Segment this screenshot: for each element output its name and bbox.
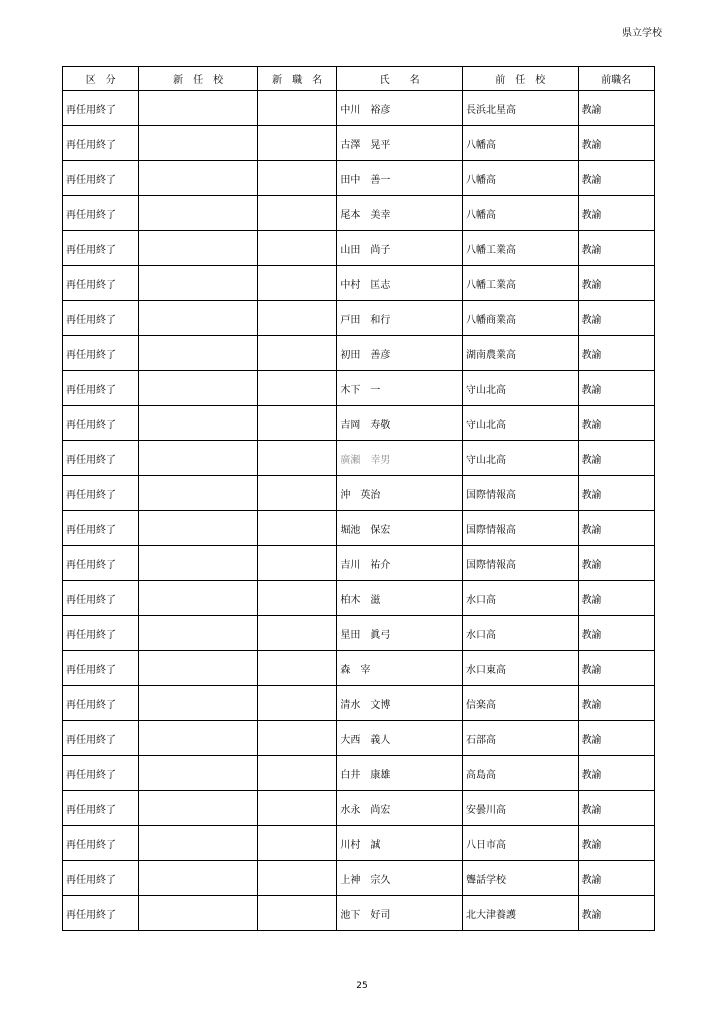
cell-new-school bbox=[139, 91, 258, 126]
cell-new-school bbox=[139, 581, 258, 616]
cell-previous-school: 国際情報高 bbox=[462, 476, 578, 511]
table-row bbox=[63, 861, 655, 896]
table-row bbox=[63, 196, 655, 231]
cell-previous-school: 信楽高 bbox=[462, 686, 578, 721]
cell-name: 田中 善一 bbox=[337, 161, 463, 196]
cell-new-position bbox=[257, 686, 336, 721]
table-row bbox=[63, 476, 655, 511]
cell-new-school bbox=[139, 511, 258, 546]
cell-category: 再任用終了 bbox=[63, 511, 139, 546]
cell-previous-position: 教諭 bbox=[578, 126, 654, 161]
table-row bbox=[63, 161, 655, 196]
table-row bbox=[63, 546, 655, 581]
cell-category: 再任用終了 bbox=[63, 861, 139, 896]
cell-previous-school: 石部高 bbox=[462, 721, 578, 756]
cell-new-school bbox=[139, 791, 258, 826]
cell-previous-school: 八幡工業高 bbox=[462, 266, 578, 301]
cell-name: 木下 一 bbox=[337, 371, 463, 406]
cell-new-school bbox=[139, 196, 258, 231]
cell-name: 沖 英治 bbox=[337, 476, 463, 511]
table-header-row bbox=[63, 67, 655, 91]
cell-category: 再任用終了 bbox=[63, 161, 139, 196]
cell-category: 再任用終了 bbox=[63, 826, 139, 861]
cell-category: 再任用終了 bbox=[63, 686, 139, 721]
cell-new-position bbox=[257, 651, 336, 686]
cell-previous-school: 八幡商業高 bbox=[462, 301, 578, 336]
cell-previous-position: 教諭 bbox=[578, 91, 654, 126]
cell-category: 再任用終了 bbox=[63, 651, 139, 686]
cell-new-school bbox=[139, 406, 258, 441]
cell-new-school bbox=[139, 826, 258, 861]
cell-category: 再任用終了 bbox=[63, 371, 139, 406]
cell-name: 川村 誠 bbox=[337, 826, 463, 861]
cell-name: 吉岡 寿敬 bbox=[337, 406, 463, 441]
cell-previous-school: 水口東高 bbox=[462, 651, 578, 686]
cell-category: 再任用終了 bbox=[63, 231, 139, 266]
cell-previous-school: 水口高 bbox=[462, 581, 578, 616]
cell-new-position bbox=[257, 511, 336, 546]
cell-category: 再任用終了 bbox=[63, 336, 139, 371]
cell-new-position bbox=[257, 231, 336, 266]
cell-name: 中川 裕彦 bbox=[337, 91, 463, 126]
cell-new-school bbox=[139, 161, 258, 196]
cell-new-school bbox=[139, 371, 258, 406]
cell-previous-position: 教諭 bbox=[578, 651, 654, 686]
column-header-category: 区 分 bbox=[63, 67, 139, 91]
cell-category: 再任用終了 bbox=[63, 196, 139, 231]
cell-new-position bbox=[257, 756, 336, 791]
cell-new-position bbox=[257, 196, 336, 231]
table-row bbox=[63, 616, 655, 651]
cell-category: 再任用終了 bbox=[63, 476, 139, 511]
cell-new-position bbox=[257, 546, 336, 581]
cell-new-position bbox=[257, 896, 336, 931]
cell-name: 廣瀬 幸男 bbox=[337, 441, 463, 476]
cell-name: 柏木 滋 bbox=[337, 581, 463, 616]
cell-category: 再任用終了 bbox=[63, 546, 139, 581]
cell-previous-school: 守山北高 bbox=[462, 371, 578, 406]
cell-name: 中村 匡志 bbox=[337, 266, 463, 301]
cell-new-position bbox=[257, 126, 336, 161]
cell-new-position bbox=[257, 161, 336, 196]
cell-previous-school: 八幡高 bbox=[462, 196, 578, 231]
cell-new-position bbox=[257, 301, 336, 336]
column-header-name: 氏 名 bbox=[337, 67, 463, 91]
cell-category: 再任用終了 bbox=[63, 791, 139, 826]
cell-new-position bbox=[257, 476, 336, 511]
cell-previous-position: 教諭 bbox=[578, 231, 654, 266]
column-header-new-school: 新 任 校 bbox=[139, 67, 258, 91]
cell-new-school bbox=[139, 686, 258, 721]
cell-new-school bbox=[139, 756, 258, 791]
cell-previous-position: 教諭 bbox=[578, 301, 654, 336]
table-row bbox=[63, 91, 655, 126]
cell-previous-position: 教諭 bbox=[578, 161, 654, 196]
cell-category: 再任用終了 bbox=[63, 721, 139, 756]
cell-name: 初田 善彦 bbox=[337, 336, 463, 371]
cell-previous-position: 教諭 bbox=[578, 266, 654, 301]
table-row bbox=[63, 336, 655, 371]
cell-category: 再任用終了 bbox=[63, 126, 139, 161]
personnel-table bbox=[62, 66, 655, 931]
cell-previous-position: 教諭 bbox=[578, 371, 654, 406]
cell-new-school bbox=[139, 336, 258, 371]
page-header-category: 県立学校 bbox=[622, 28, 662, 39]
cell-name: 堀池 保宏 bbox=[337, 511, 463, 546]
table-row bbox=[63, 126, 655, 161]
table-row bbox=[63, 266, 655, 301]
cell-category: 再任用終了 bbox=[63, 896, 139, 931]
cell-new-position bbox=[257, 581, 336, 616]
cell-name: 大西 義人 bbox=[337, 721, 463, 756]
cell-new-school bbox=[139, 231, 258, 266]
table-body bbox=[63, 91, 655, 931]
cell-previous-school: 安曇川高 bbox=[462, 791, 578, 826]
cell-previous-position: 教諭 bbox=[578, 721, 654, 756]
table-row bbox=[63, 511, 655, 546]
cell-previous-school: 八幡高 bbox=[462, 161, 578, 196]
cell-previous-position: 教諭 bbox=[578, 546, 654, 581]
cell-new-school bbox=[139, 301, 258, 336]
cell-previous-position: 教諭 bbox=[578, 511, 654, 546]
cell-previous-position: 教諭 bbox=[578, 826, 654, 861]
cell-name: 吉川 祐介 bbox=[337, 546, 463, 581]
cell-previous-position: 教諭 bbox=[578, 581, 654, 616]
cell-previous-school: 聾話学校 bbox=[462, 861, 578, 896]
table-row bbox=[63, 686, 655, 721]
cell-category: 再任用終了 bbox=[63, 266, 139, 301]
cell-category: 再任用終了 bbox=[63, 441, 139, 476]
cell-previous-school: 国際情報高 bbox=[462, 511, 578, 546]
cell-previous-school: 守山北高 bbox=[462, 406, 578, 441]
cell-new-position bbox=[257, 406, 336, 441]
cell-new-school bbox=[139, 441, 258, 476]
cell-category: 再任用終了 bbox=[63, 406, 139, 441]
cell-category: 再任用終了 bbox=[63, 616, 139, 651]
cell-name: 白井 康雄 bbox=[337, 756, 463, 791]
table-row bbox=[63, 826, 655, 861]
cell-name: 上神 宗久 bbox=[337, 861, 463, 896]
cell-previous-school: 高島高 bbox=[462, 756, 578, 791]
cell-previous-position: 教諭 bbox=[578, 791, 654, 826]
cell-name: 星田 眞弓 bbox=[337, 616, 463, 651]
cell-previous-position: 教諭 bbox=[578, 686, 654, 721]
cell-name: 森 宰 bbox=[337, 651, 463, 686]
cell-previous-position: 教諭 bbox=[578, 441, 654, 476]
cell-previous-position: 教諭 bbox=[578, 476, 654, 511]
cell-new-school bbox=[139, 546, 258, 581]
cell-name: 清水 文博 bbox=[337, 686, 463, 721]
cell-previous-school: 守山北高 bbox=[462, 441, 578, 476]
cell-name: 古澤 晃平 bbox=[337, 126, 463, 161]
cell-new-position bbox=[257, 441, 336, 476]
cell-previous-school: 北大津養護 bbox=[462, 896, 578, 931]
cell-name: 尾本 美幸 bbox=[337, 196, 463, 231]
cell-previous-school: 水口高 bbox=[462, 616, 578, 651]
cell-new-school bbox=[139, 651, 258, 686]
cell-new-position bbox=[257, 266, 336, 301]
table-row bbox=[63, 651, 655, 686]
cell-previous-position: 教諭 bbox=[578, 616, 654, 651]
cell-category: 再任用終了 bbox=[63, 91, 139, 126]
table-row bbox=[63, 791, 655, 826]
cell-new-school bbox=[139, 721, 258, 756]
table-row bbox=[63, 231, 655, 266]
cell-previous-school: 長浜北星高 bbox=[462, 91, 578, 126]
column-header-previous-position: 前職名 bbox=[578, 67, 654, 91]
cell-new-school bbox=[139, 476, 258, 511]
cell-previous-position: 教諭 bbox=[578, 406, 654, 441]
cell-name: 山田 尚子 bbox=[337, 231, 463, 266]
cell-new-school bbox=[139, 896, 258, 931]
cell-new-school bbox=[139, 616, 258, 651]
cell-category: 再任用終了 bbox=[63, 756, 139, 791]
cell-new-position bbox=[257, 336, 336, 371]
table-row bbox=[63, 756, 655, 791]
cell-new-school bbox=[139, 126, 258, 161]
cell-previous-school: 国際情報高 bbox=[462, 546, 578, 581]
table-row bbox=[63, 896, 655, 931]
table-row bbox=[63, 406, 655, 441]
table-row bbox=[63, 301, 655, 336]
cell-new-position bbox=[257, 791, 336, 826]
table-row bbox=[63, 581, 655, 616]
cell-previous-school: 湖南農業高 bbox=[462, 336, 578, 371]
cell-new-position bbox=[257, 371, 336, 406]
cell-previous-position: 教諭 bbox=[578, 756, 654, 791]
table-row bbox=[63, 371, 655, 406]
cell-new-school bbox=[139, 266, 258, 301]
cell-name: 池下 好司 bbox=[337, 896, 463, 931]
table-row bbox=[63, 441, 655, 476]
cell-previous-position: 教諭 bbox=[578, 896, 654, 931]
cell-previous-position: 教諭 bbox=[578, 861, 654, 896]
cell-previous-position: 教諭 bbox=[578, 336, 654, 371]
cell-new-position bbox=[257, 616, 336, 651]
cell-category: 再任用終了 bbox=[63, 581, 139, 616]
column-header-previous-school: 前 任 校 bbox=[462, 67, 578, 91]
cell-new-position bbox=[257, 861, 336, 896]
cell-new-position bbox=[257, 91, 336, 126]
cell-name: 水永 尚宏 bbox=[337, 791, 463, 826]
cell-previous-school: 八日市高 bbox=[462, 826, 578, 861]
cell-previous-school: 八幡工業高 bbox=[462, 231, 578, 266]
cell-name: 戸田 和行 bbox=[337, 301, 463, 336]
cell-category: 再任用終了 bbox=[63, 301, 139, 336]
cell-new-position bbox=[257, 826, 336, 861]
cell-new-school bbox=[139, 861, 258, 896]
cell-new-position bbox=[257, 721, 336, 756]
column-header-new-position: 新 職 名 bbox=[257, 67, 336, 91]
cell-previous-position: 教諭 bbox=[578, 196, 654, 231]
cell-previous-school: 八幡高 bbox=[462, 126, 578, 161]
page-number: 25 bbox=[356, 981, 368, 991]
table-row bbox=[63, 721, 655, 756]
